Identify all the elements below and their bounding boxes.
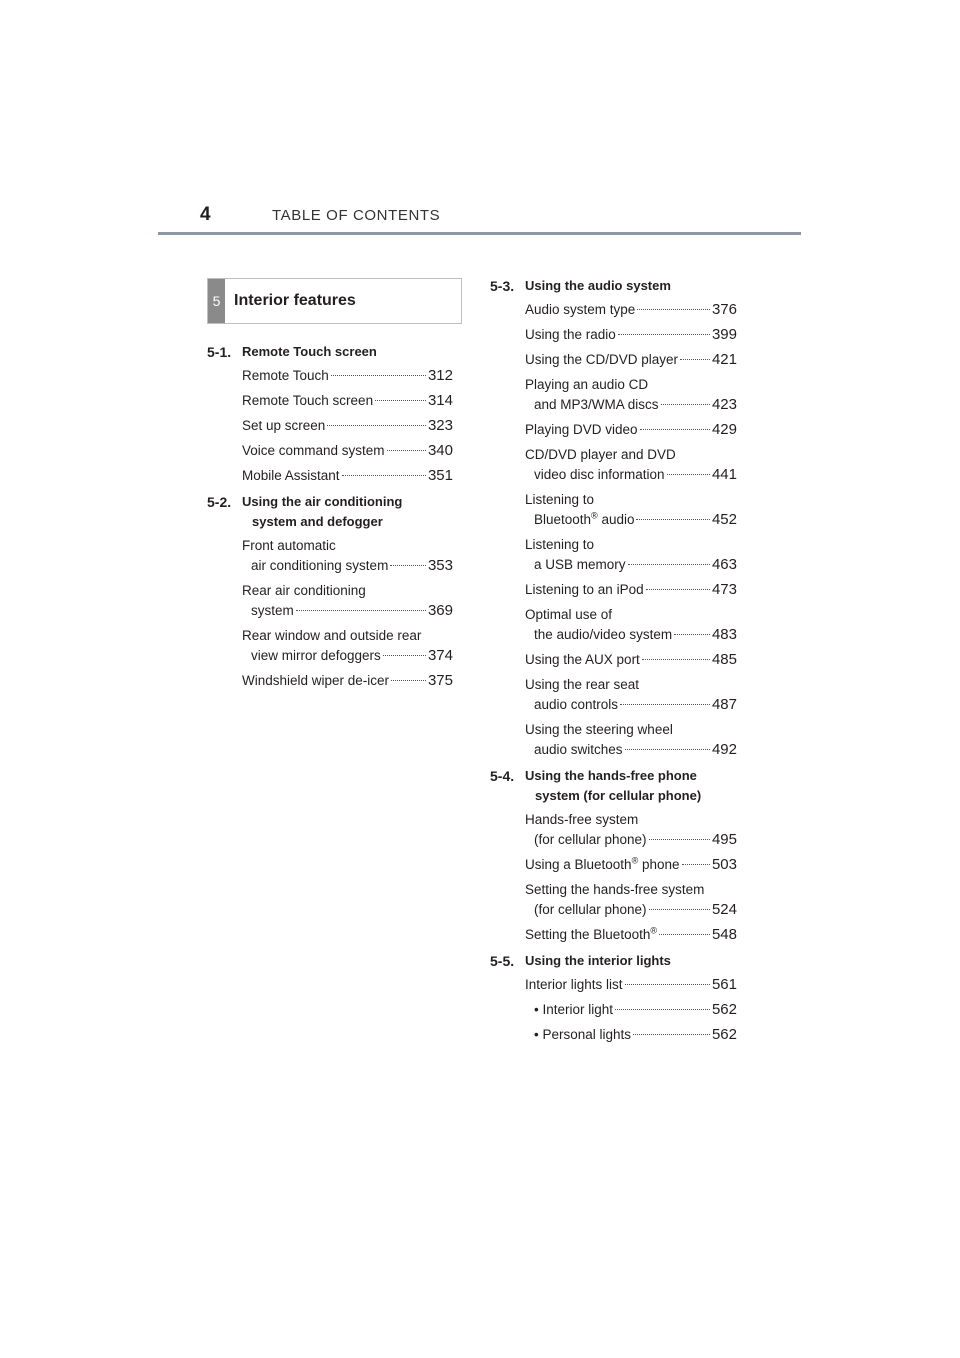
toc-entry-text: Using the steering wheel — [525, 722, 673, 737]
subsection-heading — [490, 951, 737, 971]
page-ref: 323 — [427, 417, 453, 434]
toc-entry-text: Front automatic — [242, 538, 336, 553]
toc-entry-row — [242, 391, 453, 411]
subsection-title-line: Using the hands-free phone — [525, 768, 697, 783]
toc-entry-text: Audio system type — [525, 302, 636, 317]
toc-right-column — [490, 276, 737, 1051]
toc-subsection — [207, 342, 453, 486]
subsection-number: 5-5. — [490, 953, 515, 969]
page-ref: 369 — [427, 602, 453, 619]
toc-entry — [242, 391, 453, 411]
toc-entry — [525, 925, 737, 945]
toc-entry-text: Listening to an iPod — [525, 582, 644, 597]
dot-leader — [661, 404, 710, 405]
dot-leader — [667, 474, 710, 475]
section-number: 5 — [208, 279, 225, 323]
subsection-title — [525, 276, 737, 296]
toc-entry-text: Optimal use of — [525, 607, 613, 622]
toc-entry-text: Listening to — [525, 492, 595, 507]
page-ref: 524 — [711, 901, 737, 918]
toc-entry-row — [525, 510, 737, 530]
toc-subsection — [207, 492, 453, 691]
toc-entry-text: Listening to — [525, 537, 595, 552]
page-ref: 452 — [711, 511, 737, 528]
toc-entry-text: CD/DVD player and DVD — [525, 447, 676, 462]
subsection-title — [525, 766, 737, 806]
toc-entry — [242, 626, 453, 666]
page-ref: 562 — [711, 1001, 737, 1018]
toc-entry-row — [242, 441, 453, 461]
dot-leader — [387, 450, 426, 451]
toc-entry-row — [525, 900, 737, 920]
dot-leader — [674, 634, 710, 635]
toc-entry-text: audio controls — [534, 697, 619, 712]
page-ref: 503 — [711, 856, 737, 873]
subsection-title-line: Using the air conditioning — [242, 494, 403, 509]
subsection-title — [242, 492, 453, 532]
toc-entry-row — [525, 300, 737, 320]
toc-entry — [525, 1025, 737, 1045]
toc-entry-text: • Personal lights — [534, 1027, 632, 1042]
page-ref: 483 — [711, 626, 737, 643]
page-ref: 495 — [711, 831, 737, 848]
toc-entry-row — [525, 625, 737, 645]
toc-entry-text: Mobile Assistant — [242, 468, 340, 483]
dot-leader — [628, 564, 710, 565]
toc-entry-text: Windshield wiper de-icer — [242, 673, 390, 688]
toc-entry — [525, 880, 737, 920]
toc-entry — [525, 325, 737, 345]
page-ref: 353 — [427, 557, 453, 574]
toc-entry-list — [207, 366, 453, 486]
toc-entry-text: Remote Touch screen — [242, 393, 374, 408]
page-ref: 423 — [711, 396, 737, 413]
page-ref: 376 — [711, 301, 737, 318]
subsection-number: 5-3. — [490, 278, 515, 294]
page-number: 4 — [200, 204, 211, 225]
section-title: Interior features — [234, 292, 356, 309]
toc-entry — [242, 581, 453, 621]
toc-entry — [525, 350, 737, 370]
dot-leader — [649, 839, 710, 840]
toc-entry-row — [525, 650, 737, 670]
toc-entry-row — [525, 350, 737, 370]
toc-entry-text: (for cellular phone) — [534, 902, 647, 917]
toc-entry-text: Hands-free system — [525, 812, 639, 827]
toc-entry-text: Rear air conditioning — [242, 583, 366, 598]
toc-entry-text: system — [251, 603, 294, 618]
page-ref: 399 — [711, 326, 737, 343]
toc-entry-row — [525, 695, 737, 715]
toc-entry-text: Setting the Bluetooth® — [525, 925, 657, 942]
subsection-number: 5-1. — [207, 344, 232, 360]
subsection-title-line: system and defogger — [252, 514, 383, 529]
toc-entry-row — [525, 740, 737, 760]
toc-entry-row — [525, 465, 737, 485]
toc-entry-text: Setting the hands-free system — [525, 882, 705, 897]
toc-entry-text: audio switches — [534, 742, 623, 757]
page-ref: 375 — [427, 672, 453, 689]
page-ref: 492 — [711, 741, 737, 758]
toc-entry-text: the audio/video system — [534, 627, 673, 642]
toc-entry-row — [525, 855, 737, 875]
toc-subsection — [490, 951, 737, 1045]
toc-entry-text: video disc information — [534, 467, 665, 482]
page-ref: 351 — [427, 467, 453, 484]
toc-entry — [525, 445, 737, 485]
dot-leader — [642, 659, 710, 660]
page-ref: 463 — [711, 556, 737, 573]
toc-entry — [242, 416, 453, 436]
dot-leader — [342, 475, 426, 476]
subsection-heading — [207, 492, 453, 532]
toc-subsection — [490, 276, 737, 760]
toc-entry — [525, 855, 737, 875]
toc-subsection — [490, 766, 737, 945]
toc-entry — [525, 1000, 737, 1020]
toc-entry — [525, 300, 737, 320]
subsection-title — [242, 342, 453, 362]
toc-entry-row — [525, 1000, 737, 1020]
subsection-title — [525, 951, 737, 971]
toc-entry — [242, 466, 453, 486]
toc-entry-row — [525, 830, 737, 850]
toc-entry-text: Interior lights list — [525, 977, 623, 992]
dot-leader — [296, 610, 426, 611]
toc-entry — [525, 810, 737, 850]
page-ref: 473 — [711, 581, 737, 598]
toc-entry-text: view mirror defoggers — [251, 648, 381, 663]
subsection-title-line: Using the audio system — [525, 278, 671, 293]
toc-entry-row — [525, 555, 737, 575]
toc-entry — [525, 490, 737, 530]
toc-entry-text: Using the AUX port — [525, 652, 640, 667]
toc-entry — [525, 675, 737, 715]
dot-leader — [618, 334, 710, 335]
page-header-title: TABLE OF CONTENTS — [272, 207, 441, 224]
toc-entry-text: Playing an audio CD — [525, 377, 649, 392]
toc-entry-row — [525, 975, 737, 995]
toc-entry-row — [242, 466, 453, 486]
dot-leader — [615, 1009, 710, 1010]
header-rule — [158, 232, 801, 235]
toc-entry-row — [525, 925, 737, 945]
toc-entry-text: and MP3/WMA discs — [534, 397, 659, 412]
page-ref: 487 — [711, 696, 737, 713]
dot-leader — [633, 1034, 710, 1035]
toc-entry — [525, 420, 737, 440]
page-ref: 548 — [711, 926, 737, 943]
toc-entry — [525, 535, 737, 575]
toc-entry-text: Using a Bluetooth® phone — [525, 855, 680, 872]
toc-entry-text: (for cellular phone) — [534, 832, 647, 847]
toc-entry-text: Remote Touch — [242, 368, 329, 383]
toc-entry-row — [525, 325, 737, 345]
subsection-heading — [490, 766, 737, 806]
toc-entry-text: a USB memory — [534, 557, 626, 572]
dot-leader — [636, 519, 709, 520]
page-ref: 312 — [427, 367, 453, 384]
toc-entry-text: • Interior light — [534, 1002, 614, 1017]
dot-leader — [327, 425, 426, 426]
toc-entry-list — [490, 300, 737, 760]
toc-entry-text: Bluetooth® audio — [534, 510, 635, 527]
toc-entry-row — [525, 1025, 737, 1045]
toc-entry-row — [242, 601, 453, 621]
subsection-title-line: system (for cellular phone) — [535, 788, 702, 803]
toc-entry-row — [242, 671, 453, 691]
toc-entry — [525, 975, 737, 995]
dot-leader — [649, 909, 710, 910]
toc-entry-text: Set up screen — [242, 418, 326, 433]
toc-entry-text: Rear window and outside rear — [242, 628, 422, 643]
toc-entry-row — [242, 416, 453, 436]
toc-entry-text: Using the CD/DVD player — [525, 352, 679, 367]
page-ref: 421 — [711, 351, 737, 368]
toc-entry — [242, 671, 453, 691]
toc-entry-text: air conditioning system — [251, 558, 389, 573]
dot-leader — [637, 309, 710, 310]
page-ref: 429 — [711, 421, 737, 438]
dot-leader — [331, 375, 426, 376]
dot-leader — [680, 359, 710, 360]
dot-leader — [682, 864, 710, 865]
toc-entry-list — [207, 536, 453, 691]
dot-leader — [375, 400, 426, 401]
toc-entry — [525, 375, 737, 415]
dot-leader — [391, 680, 426, 681]
subsection-heading — [207, 342, 453, 362]
toc-entry — [242, 441, 453, 461]
toc-left-column — [207, 342, 453, 697]
toc-entry-text: Using the rear seat — [525, 677, 640, 692]
toc-entry-text: Playing DVD video — [525, 422, 638, 437]
subsection-number: 5-4. — [490, 768, 515, 784]
toc-entry-row — [242, 556, 453, 576]
dot-leader — [620, 704, 710, 705]
toc-entry — [525, 720, 737, 760]
subsection-number: 5-2. — [207, 494, 232, 510]
toc-entry — [242, 536, 453, 576]
toc-entry — [242, 366, 453, 386]
toc-entry-row — [525, 395, 737, 415]
toc-entry-row — [242, 646, 453, 666]
toc-entry-list — [490, 975, 737, 1045]
page-ref: 561 — [711, 976, 737, 993]
page-ref: 374 — [427, 647, 453, 664]
dot-leader — [625, 984, 710, 985]
subsection-title-line: Using the interior lights — [525, 953, 671, 968]
dot-leader — [383, 655, 426, 656]
toc-entry-list — [490, 810, 737, 945]
toc-entry — [525, 605, 737, 645]
toc-entry-row — [525, 580, 737, 600]
toc-entry — [525, 650, 737, 670]
toc-entry — [525, 580, 737, 600]
toc-entry-text: Using the radio — [525, 327, 616, 342]
page-ref: 441 — [711, 466, 737, 483]
toc-entry-text: Voice command system — [242, 443, 385, 458]
dot-leader — [625, 749, 710, 750]
toc-entry-row — [525, 420, 737, 440]
page-ref: 340 — [427, 442, 453, 459]
page-ref: 485 — [711, 651, 737, 668]
dot-leader — [390, 565, 426, 566]
dot-leader — [659, 934, 710, 935]
page-ref: 314 — [427, 392, 453, 409]
dot-leader — [640, 429, 710, 430]
dot-leader — [646, 589, 710, 590]
section-header-box — [207, 278, 462, 324]
page-ref: 562 — [711, 1026, 737, 1043]
toc-entry-row — [242, 366, 453, 386]
subsection-title-line: Remote Touch screen — [242, 344, 377, 359]
subsection-heading — [490, 276, 737, 296]
